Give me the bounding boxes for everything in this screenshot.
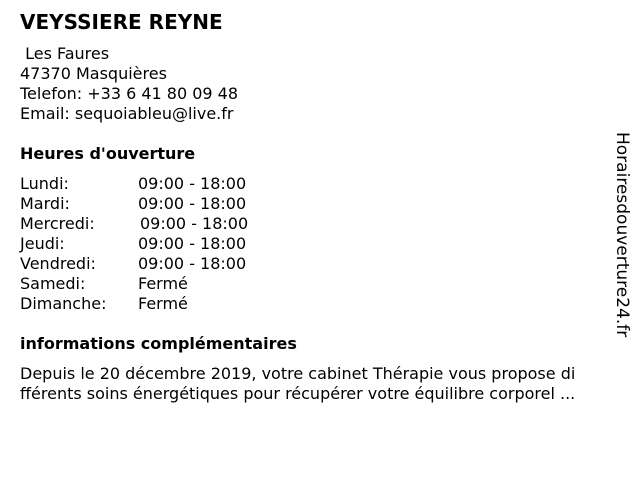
additional-info-heading: informations complémentaires [20,334,297,353]
opening-hours-heading: Heures d'ouverture [20,144,196,163]
description-line: fférents soins énergétiques pour récupérer votre équilibre corporel ... [20,384,576,403]
day-hours: 09:00 - 18:00 [140,214,249,233]
hours-row-wednesday [20,214,320,234]
day-hours: Fermé [138,274,188,293]
day-hours: 09:00 - 18:00 [138,194,247,213]
day-hours: 09:00 - 18:00 [138,254,247,273]
day-label: Samedi: [20,274,86,293]
opening-hours-table [20,174,320,314]
address-city: 47370 Masquières [20,64,167,83]
day-label: Vendredi: [20,254,96,273]
day-hours: 09:00 - 18:00 [138,234,247,253]
hours-row-saturday [20,274,320,294]
day-hours: Fermé [138,294,188,313]
day-hours: 09:00 - 18:00 [138,174,247,193]
phone-number: Telefon: +33 6 41 80 09 48 [20,84,239,103]
day-label: Lundi: [20,174,69,193]
description-line: Depuis le 20 décembre 2019, votre cabinet Thérapie vous propose di [20,364,576,383]
additional-info-text [20,364,620,404]
email-address: Email: sequoiableu@live.fr [20,104,234,123]
hours-row-thursday [20,234,320,254]
address-street: Les Faures [20,44,110,63]
day-label: Mardi: [20,194,70,213]
day-label: Jeudi: [20,234,65,253]
day-label: Mercredi: [20,214,95,233]
hours-row-tuesday [20,194,320,214]
hours-row-sunday [20,294,320,314]
business-name: VEYSSIERE REYNE [20,10,223,34]
hours-row-monday [20,174,320,194]
site-watermark: Horairesdouverture24.fr [612,132,632,338]
contact-block [20,44,238,124]
day-label: Dimanche: [20,294,107,313]
hours-row-friday [20,254,320,274]
